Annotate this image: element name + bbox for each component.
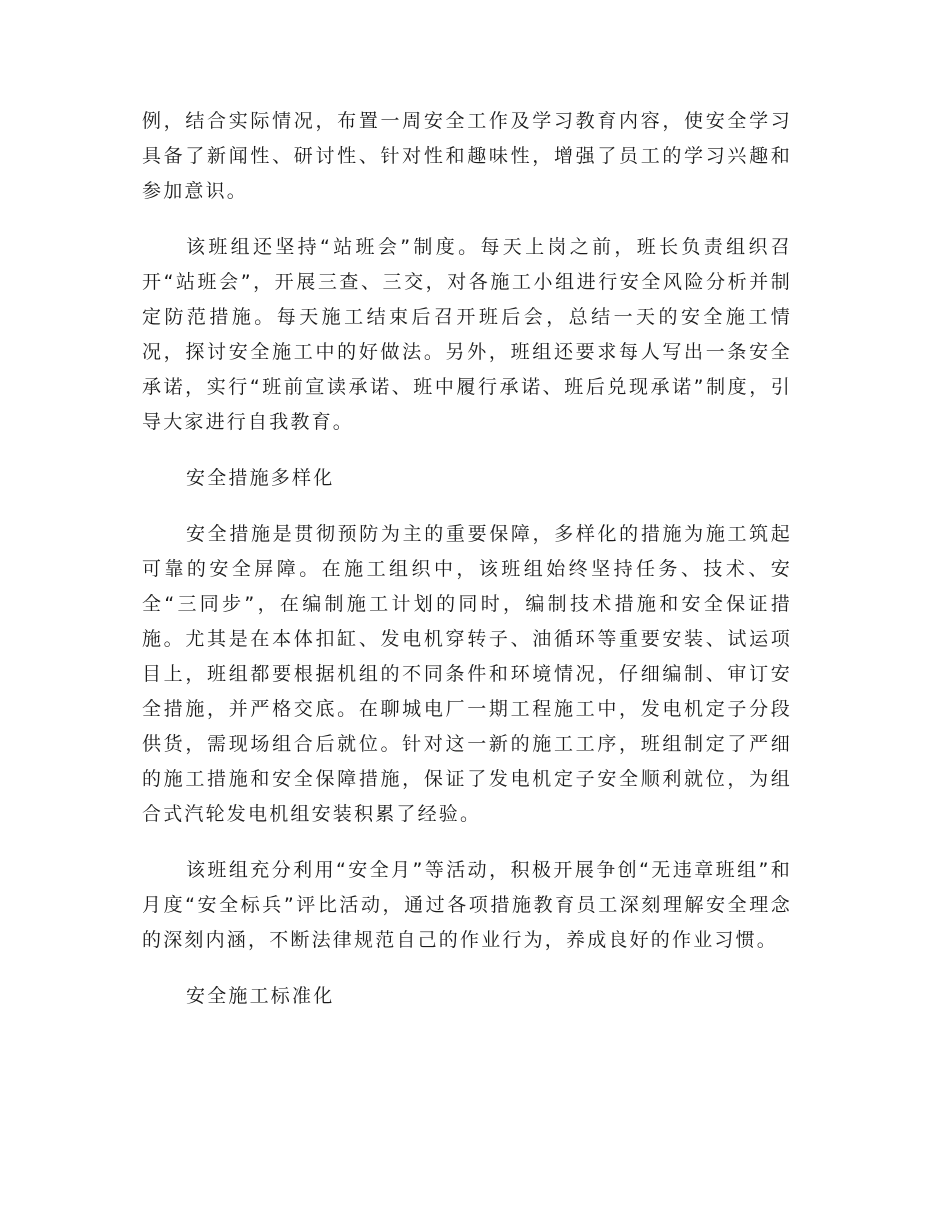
paragraph-continuation: 例，结合实际情况，布置一周安全工作及学习教育内容，使安全学习具备了新闻性、研讨性、针对性和趣味性，增强了员工的学习兴趣和参加意识。 xyxy=(142,110,792,202)
section-heading-standardization: 安全施工标准化 xyxy=(186,985,335,1007)
paragraph-station-meeting: 该班组还坚持“站班会”制度。每天上岗之前，班长负责组织召开“站班会”，开展三查、三交，对各施工小组进行安全风险分析并制定防范措施。每天施工结束后召开班后会，总结一天的安全施工情况，探讨安全施工中的好做法。另外，班组还要求每人写出一条安全承诺，实行“班前宣读承诺、班中履行承诺、班后兑现承诺”制度，引导大家进行自我教育。 xyxy=(142,236,792,433)
section-heading-safety-measures: 安全措施多样化 xyxy=(186,467,335,489)
document-body xyxy=(142,104,792,1035)
paragraph-safety-measures: 安全措施是贯彻预防为主的重要保障，多样化的措施为施工筑起可靠的安全屏障。在施工组织中，该班组始终坚持任务、技术、安全“三同步”，在编制施工计划的同时，编制技术措施和安全保证措施。尤其是在本体扣缸、发电机穿转子、油循环等重要安装、试运项目上，班组都要根据机组的不同条件和环境情况，仔细编制、审订安全措施，并严格交底。在聊城电厂一期工程施工中，发电机定子分段供货，需现场组合后就位。针对这一新的施工工序，班组制定了严细的施工措施和安全保障措施，保证了发电机定子安全顺利就位，为组合式汽轮发电机组安装积累了经验。 xyxy=(142,523,792,825)
paragraph-safety-month: 该班组充分利用“安全月”等活动，积极开展争创“无违章班组”和月度“安全标兵”评比活动，通过各项措施教育员工深刻理解安全理念的深刻内涵，不断法律规范自己的作业行为，养成良好的作业习惯。 xyxy=(142,859,792,951)
